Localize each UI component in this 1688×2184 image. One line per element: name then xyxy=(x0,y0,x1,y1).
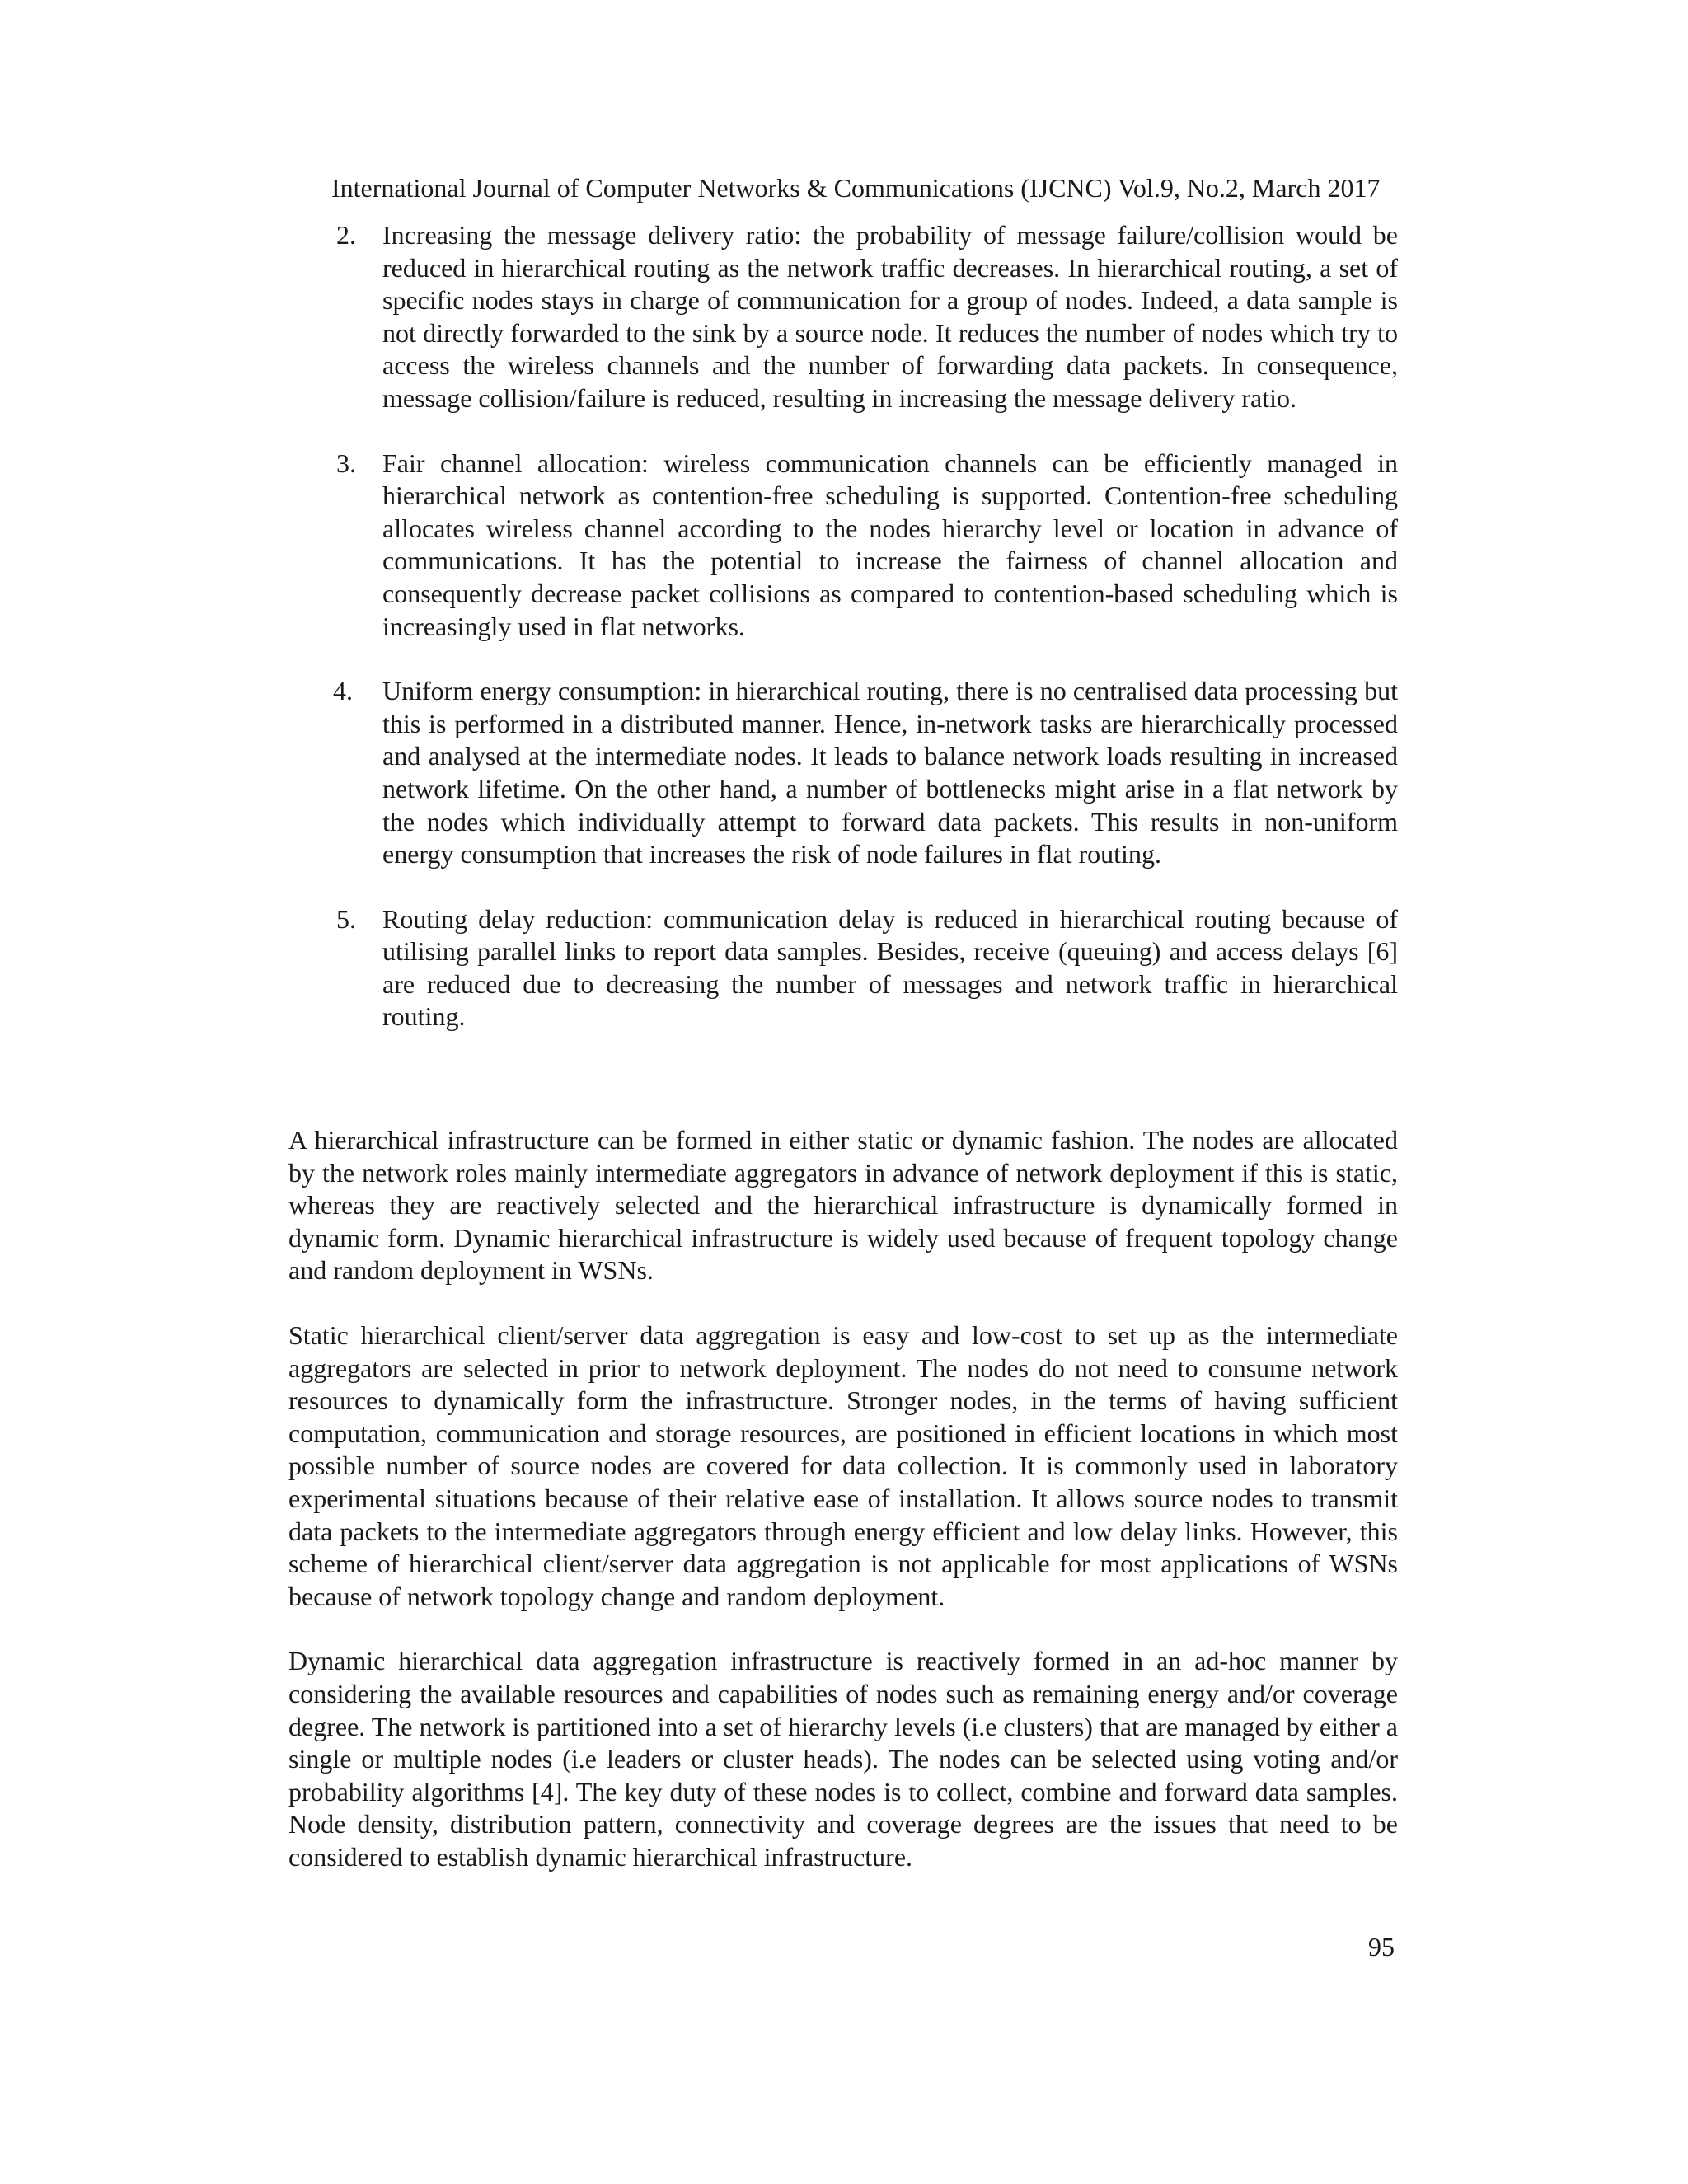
body-text xyxy=(288,1124,1398,1905)
list-item-text: Fair channel allocation: wireless communication channels can be efficiently managed in hierarchical network as contention-free scheduling is supported. Contention-free scheduling allocates wireless channel according to the nodes hierarchy level or location in advance of communications. It has the potential to increase the fairness of channel allocation and consequently decrease packet collisions as compared to contention-based scheduling which is increasingly used in flat networks. xyxy=(382,448,1398,641)
list-item-5 xyxy=(288,903,1398,1033)
paragraph-dynamic-aggregation: Dynamic hierarchical data aggregation infrastructure is reactively formed in an ad-hoc manner by considering the available resources and capabilities of nodes such as remaining energy and/or coverage degree. The network is partitioned into a set of hierarchy levels (i.e clusters) that are managed by either a single or multiple nodes (i.e leaders or cluster heads). The nodes can be selected using voting and/or probability algorithms [4]. The key duty of these nodes is to collect, combine and forward data samples. Node density, distribution pattern, connectivity and coverage degrees are the issues that need to be considered to establish dynamic hierarchical infrastructure. xyxy=(288,1646,1398,1872)
list-item-number: 5. xyxy=(336,903,356,934)
list-item-number: 4. xyxy=(333,676,353,706)
list-item-text: Routing delay reduction: communication delay is reduced in hierarchical routing because of utilising parallel links to report data samples. Besides, receive (queuing) and access delays [6] are reduced due to decreasing the number of messages and network traffic in hierarchical routing. xyxy=(382,903,1398,1032)
benefits-list xyxy=(288,219,1398,1066)
list-item-2 xyxy=(288,219,1398,415)
list-item-number: 2. xyxy=(336,220,356,250)
paragraph-static-aggregation: Static hierarchical client/server data aggregation is easy and low-cost to set up as the intermediate aggregators are selected in prior to network deployment. The nodes do not need to consume network resources to dynamically form the infrastructure. Stronger nodes, in the terms of having sufficient computation, communication and storage resources, are positioned in efficient locations in which most possible number of source nodes are covered for data collection. It is commonly used in laboratory experimental situations because of their relative ease of installation. It allows source nodes to transmit data packets to the intermediate aggregators through energy efficient and low delay links. However, this scheme of hierarchical client/server data aggregation is not applicable for most applications of WSNs because of network topology change and random deployment. xyxy=(288,1319,1398,1611)
running-header: International Journal of Computer Networks & Communications (IJCNC) Vol.9, No.2, March 2017 xyxy=(331,173,1381,203)
list-item-4 xyxy=(288,675,1398,871)
paragraph-hierarchical-infrastructure: A hierarchical infrastructure can be formed in either static or dynamic fashion. The nodes are allocated by the network roles mainly intermediate aggregators in advance of network deployment if this is static, whereas they are reactively selected and the hierarchical infrastructure is dynamically formed in dynamic form. Dynamic hierarchical infrastructure is widely used because of frequent topology change and random deployment in WSNs. xyxy=(288,1125,1398,1286)
list-item-text: Uniform energy consumption: in hierarchical routing, there is no centralised data processing but this is performed in a distributed manner. Hence, in-network tasks are hierarchically processed and analysed at the intermediate nodes. It leads to balance network loads resulting in increased network lifetime. On the other hand, a number of bottlenecks might arise in a flat network by the nodes which individually attempt to forward data packets. This results in non-uniform energy consumption that increases the risk of node failures in flat routing. xyxy=(382,676,1398,869)
list-item-text: Increasing the message delivery ratio: the probability of message failure/collision would be reduced in hierarchical routing as the network traffic decreases. In hierarchical routing, a set of specific nodes stays in charge of communication for a group of nodes. Indeed, a data sample is not directly forwarded to the sink by a source node. It reduces the number of nodes which try to access the wireless channels and the number of forwarding data packets. In consequence, message collision/failure is reduced, resulting in increasing the message delivery ratio. xyxy=(382,220,1398,413)
list-item-number: 3. xyxy=(336,448,356,478)
page-number: 95 xyxy=(1368,1932,1395,1961)
list-item-3 xyxy=(288,448,1398,644)
